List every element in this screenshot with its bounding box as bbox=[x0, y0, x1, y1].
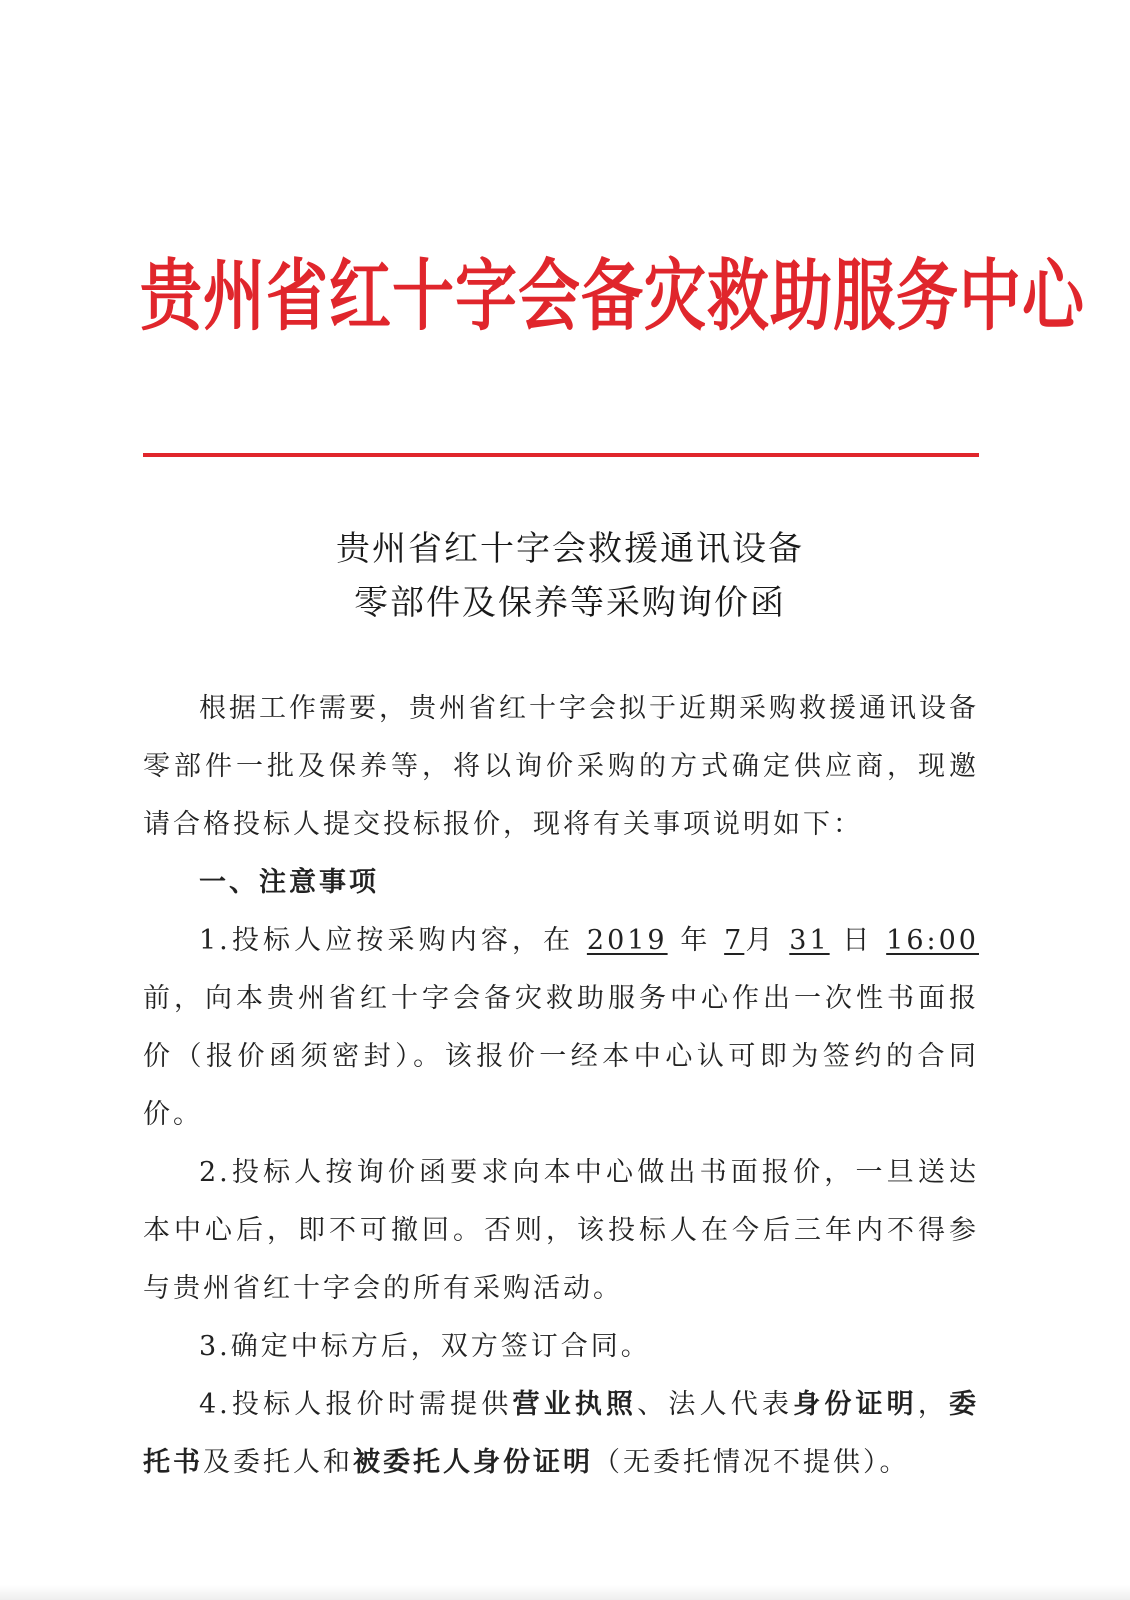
document-body bbox=[143, 680, 979, 1492]
item1-suffix: 前，向本贵州省红十字会备灾救助服务中心作出一次性书面报价（报价函须密封）。该报价一经本中心认可即为签约的合同价。 bbox=[143, 983, 979, 1130]
business-license: 营业执照 bbox=[512, 1389, 638, 1420]
legal-rep-id-proof: 身份证明 bbox=[793, 1389, 918, 1420]
authorization-letter: 委托书 bbox=[143, 1389, 980, 1478]
page-bottom-edge bbox=[0, 1585, 1130, 1600]
document-title bbox=[140, 522, 1000, 630]
item4-prefix: 4.投标人报价时需提供 bbox=[199, 1389, 513, 1420]
deadline-year: 2019 bbox=[586, 925, 668, 956]
title-line-1: 贵州省红十字会救援通讯设备 bbox=[336, 529, 804, 569]
section-heading-notes: 一、注意事项 bbox=[199, 867, 379, 898]
year-unit: 年 bbox=[680, 925, 712, 956]
title-line-2: 零部件及保养等采购询价函 bbox=[354, 583, 786, 623]
letterhead-divider bbox=[143, 453, 979, 457]
item4-suffix: （无委托情况不提供）。 bbox=[593, 1447, 910, 1478]
item4-sep-2: ， bbox=[917, 1389, 950, 1420]
notice-item-4 bbox=[143, 1376, 979, 1492]
notice-item-3: 3.确定中标方后，双方签订合同。 bbox=[199, 1331, 651, 1362]
item4-sep-3: 及委托人和 bbox=[203, 1447, 353, 1478]
principal-id-proof: 被委托人身份证明 bbox=[353, 1447, 593, 1478]
month-unit: 月 bbox=[744, 925, 777, 956]
intro-paragraph: 根据工作需要，贵州省红十字会拟于近期采购救援通讯设备零部件一批及保养等，将以询价采购的方式确定供应商，现邀请合格投标人提交投标报价，现将有关事项说明如下： bbox=[143, 693, 979, 840]
deadline-month: 7 bbox=[724, 925, 745, 956]
item1-prefix: 1.投标人应按采购内容，在 bbox=[199, 925, 575, 956]
notice-item-1 bbox=[143, 912, 979, 1144]
notice-item-2: 2.投标人按询价函要求向本中心做出书面报价，一旦送达本中心后，即不可撤回。否则，该投标人在今后三年内不得参与贵州省红十字会的所有采购活动。 bbox=[143, 1157, 979, 1304]
letterhead-org-name: 贵州省红十字会备灾救助服务中心 bbox=[140, 250, 1086, 342]
day-unit: 日 bbox=[842, 925, 874, 956]
deadline-time: 16:00 bbox=[886, 925, 979, 956]
item4-sep-1: 、法人代表 bbox=[637, 1389, 794, 1420]
deadline-day: 31 bbox=[789, 925, 830, 956]
